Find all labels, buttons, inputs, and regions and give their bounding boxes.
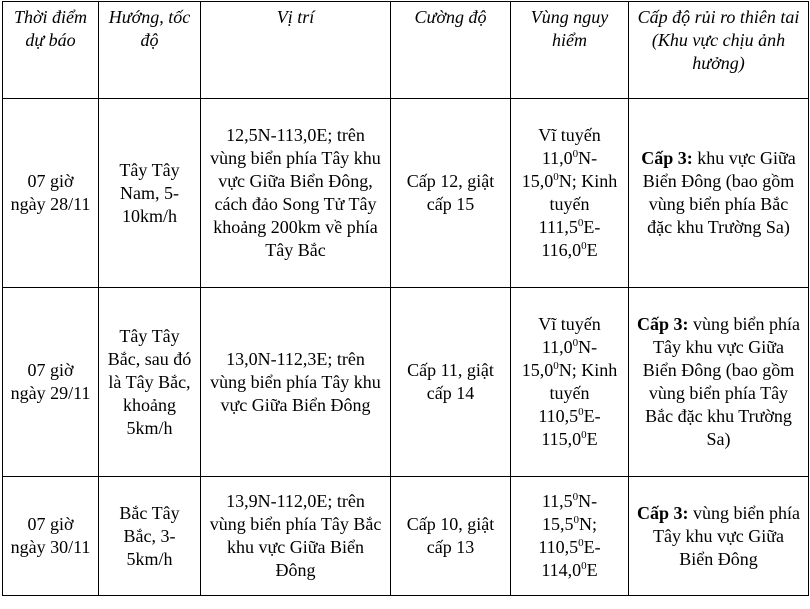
header-forecast-time: Thời điểm dự báo xyxy=(3,2,99,99)
header-danger-zone: Vùng nguy hiểm xyxy=(511,2,629,99)
risk-area-text: vùng biển phía Tây khu vực Giữa Biển Đông (bao gồm vùng biển phía Tây Bắc đặc khu Trường Sa) xyxy=(642,314,800,449)
cell-danger-zone: Vĩ tuyến 11,0$^0$N-15,0$^0$N; Kinh tuyến 111,5$^0$E-116,0$^0$E xyxy=(511,99,629,288)
cell-intensity: Cấp 10, giật cấp 13 xyxy=(391,477,511,596)
table-header-row xyxy=(3,2,809,99)
table-row xyxy=(3,99,809,288)
cell-time: 07 giờ ngày 28/11 xyxy=(3,99,99,288)
cell-time: 07 giờ ngày 30/11 xyxy=(3,477,99,596)
header-direction-speed: Hướng, tốc độ xyxy=(99,2,201,99)
header-risk-level: Cấp độ rủi ro thiên tai (Khu vực chịu ảnh hưởng) xyxy=(629,2,809,99)
cell-risk xyxy=(629,477,809,596)
risk-level-label: Cấp 3: xyxy=(641,148,693,168)
cell-danger-zone: Vĩ tuyến 11,0$^0$N-15,0$^0$N; Kinh tuyến 110,5$^0$E-115,0$^0$E xyxy=(511,288,629,477)
header-position: Vị trí xyxy=(201,2,391,99)
cell-position: 13,0N-112,3E; trên vùng biển phía Tây khu vực Giữa Biển Đông xyxy=(201,288,391,477)
table-row xyxy=(3,288,809,477)
cell-position: 13,9N-112,0E; trên vùng biển phía Tây Bắc khu vực Giữa Biển Đông xyxy=(201,477,391,596)
risk-level-label: Cấp 3: xyxy=(637,314,689,334)
cell-risk xyxy=(629,99,809,288)
cell-direction: Tây Tây Nam, 5-10km/h xyxy=(99,99,201,288)
cell-intensity: Cấp 11, giật cấp 14 xyxy=(391,288,511,477)
cell-position: 12,5N-113,0E; trên vùng biển phía Tây khu vực Giữa Biển Đông, cách đảo Song Tử Tây khoảng 200km về phía Tây Bắc xyxy=(201,99,391,288)
cell-risk xyxy=(629,288,809,477)
risk-area-text: vùng biển phía Tây khu vực Giữa Biển Đông xyxy=(653,502,800,569)
cell-time: 07 giờ ngày 29/11 xyxy=(3,288,99,477)
cell-direction: Bắc Tây Bắc, 3-5km/h xyxy=(99,477,201,596)
cell-intensity: Cấp 12, giật cấp 15 xyxy=(391,99,511,288)
risk-area-text: khu vực Giữa Biển Đông (bao gồm vùng biển phía Bắc đặc khu Trường Sa) xyxy=(642,148,796,237)
table-row xyxy=(3,477,809,596)
risk-level-label: Cấp 3: xyxy=(637,502,689,523)
storm-forecast-table xyxy=(2,1,809,596)
cell-danger-zone: 11,5$^0$N-15,5$^0$N; 110,5$^0$E-114,0$^0$E xyxy=(511,477,629,596)
header-intensity: Cường độ xyxy=(391,2,511,99)
cell-direction: Tây Tây Bắc, sau đó là Tây Bắc, khoảng 5km/h xyxy=(99,288,201,477)
